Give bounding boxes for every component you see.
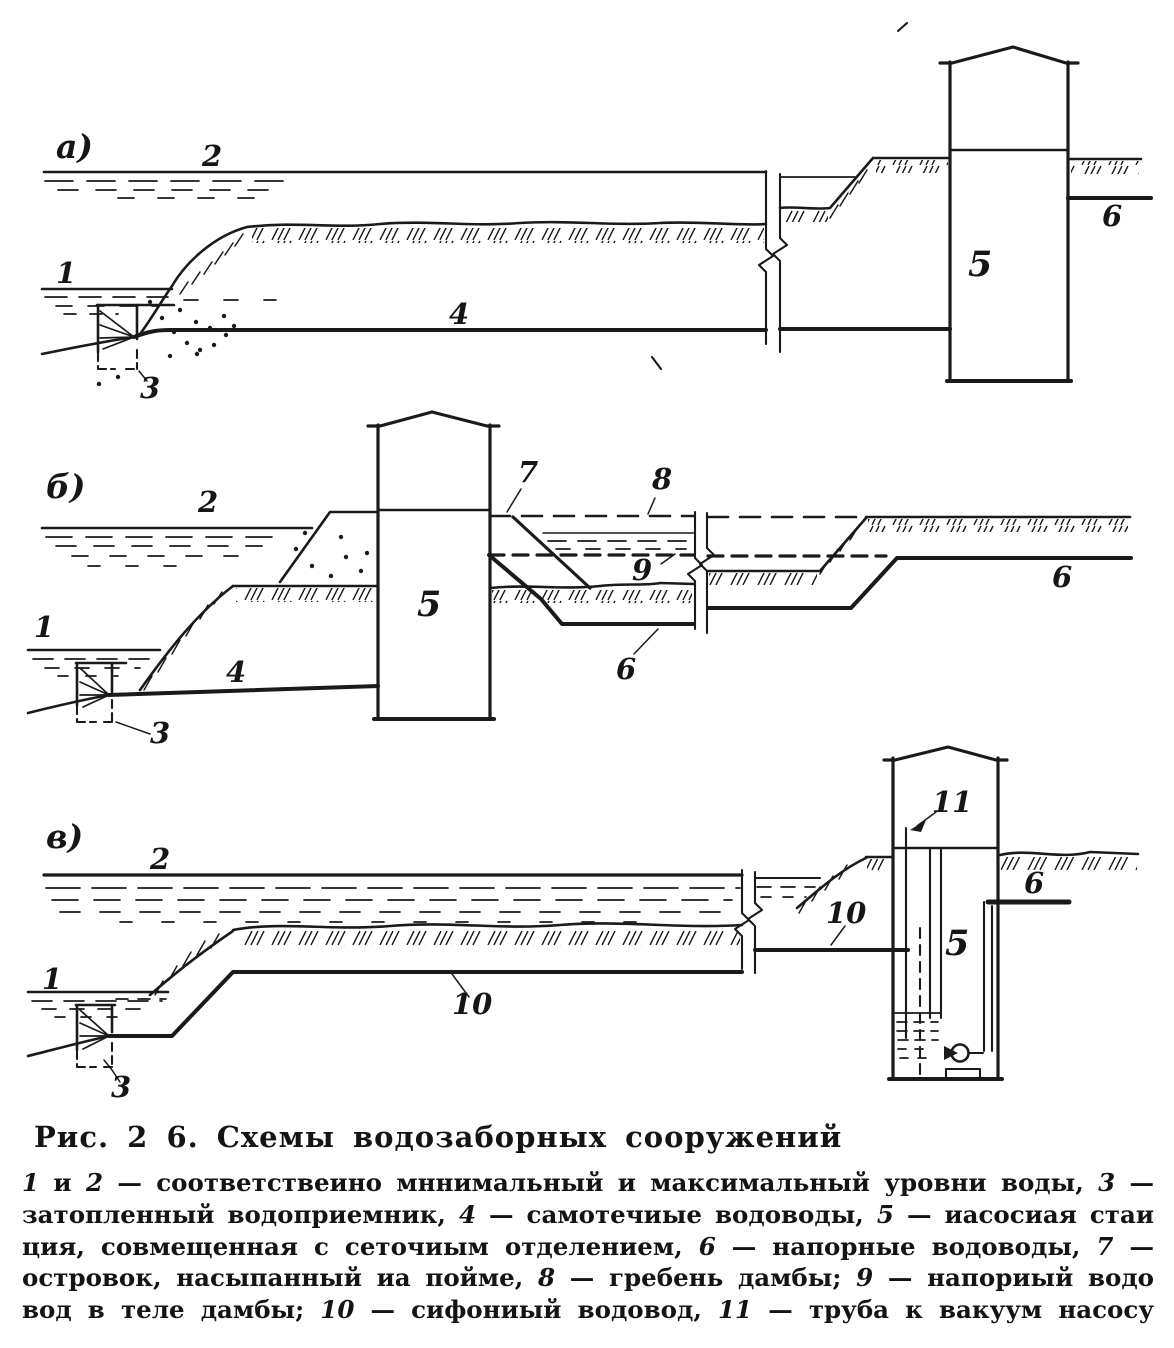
v-shore-line-right [1000,852,1138,855]
b-island-sand-dots [294,531,369,578]
b-pump-station-roof [368,412,499,426]
b-bank-line [140,586,233,690]
v-label-intake: 3 [111,1070,132,1104]
v-pump-arrow-icon [944,1046,958,1060]
b-floodplain-hatching [236,588,376,602]
caption-body [22,1167,1154,1326]
v-intake-grid-icon [80,1010,109,1049]
a-gravity-conduit [134,330,766,337]
v-pump [944,1045,983,1079]
v-interior-pipes [920,849,941,1075]
v-label-pressure-conduit: 6 [1024,866,1045,900]
caption-line: 1 и 2 — соответствеино мннимальный и максимальный уровни воды, 3 — [22,1168,1155,1197]
b-label-conduit-buried: 6 [616,652,637,686]
b-label-island: 7 [518,455,539,489]
b-label-conduit-shore: 6 [1052,560,1073,594]
v-water-dashes [32,887,815,1017]
b-ground-right-hatching [492,590,692,603]
b-label-intake: 3 [150,716,171,750]
a-shore-hatching-left [876,160,948,173]
b-river-bed [28,695,109,713]
diagram-v-tag: в) [46,817,84,856]
b-label-dam-crest: 8 [652,462,673,496]
b-dam-crest-leader [648,498,655,514]
v-shore-hatching-left [867,859,893,871]
b-intake-leader [116,722,150,734]
v-break-symbol [735,870,762,973]
v-label-siphon-left: 10 [452,987,493,1021]
b-intake [28,663,150,734]
a-label-gravity-conduit: 4 [449,297,470,331]
diagram-b [28,412,1131,750]
a-river-bed [42,337,134,354]
v-label-min-level: 1 [42,962,63,996]
b-break-symbol [688,512,714,633]
a-stray-mark-bottom [652,357,661,369]
b-lowland-hatching [709,573,817,585]
a-label-intake: 3 [140,371,161,405]
b-island-leader [507,489,521,512]
diagram-b-tag: б) [46,467,86,506]
a-shore-hatching-right [1071,161,1139,174]
b-label-min-level: 1 [34,610,55,644]
a-terrace-hatching [782,210,828,222]
v-floodplain-hatching [240,931,740,946]
caption-line: островок, насыпанный иа пойме, 8 — гребень дамбы; 9 — напориый водо [22,1263,1154,1293]
v-pump-station-roof [884,747,1007,760]
caption-line: вод в теле дамбы; 10 — сифониый водовод, 11 — труба к вакуум насосу [22,1295,1154,1325]
a-bank-hatching [252,228,764,243]
b-conduit6-leader [634,629,658,654]
b-pressure-conduit-buried [489,555,694,624]
b-island-outline [280,512,378,582]
diagram-a [42,23,1151,405]
caption-title: Рис. 2 6. Схемы водозаборных сооружений [34,1120,843,1154]
v-floodplain-line [233,923,742,930]
caption-line: ция, совмещенная с сеточиым отделением, 6 — напорные водоводы, 7 — [22,1231,1154,1261]
b-label-max-level: 2 [198,485,219,519]
diagram-a-tag: а) [56,127,93,166]
a-intake-grid-icon [100,311,134,349]
v-label-max-level: 2 [150,842,171,876]
a-pump-station [940,47,1078,381]
v-label-siphon-right: 10 [826,896,867,930]
v-river-bed [28,1036,109,1056]
a-break-symbol [759,171,787,352]
a-label-pressure-conduit: 6 [1102,199,1123,233]
figure-caption [22,1120,1154,1326]
b-label-gravity-conduit: 4 [226,655,247,689]
v-shore-hatching-right [1001,857,1137,870]
a-stray-mark-top [898,23,907,31]
v-intake [28,1005,120,1082]
v-label-vacuum-pipe: 11 [932,785,973,819]
b-pump-station [368,412,499,719]
a-label-min-level: 1 [56,256,77,290]
v-vacuum-leader-arrow-icon [910,820,926,832]
b-island-right-slope [513,517,590,588]
b-label-pump-station: 5 [417,584,442,625]
b-pool-dashes [548,541,690,549]
v-label-pump-station: 5 [945,923,970,964]
a-label-pump-station: 5 [968,244,993,285]
b-label-dam-body-conduit: 9 [632,553,653,587]
b-shore-hatching [868,519,1128,532]
a-label-max-level: 2 [202,139,223,173]
a-intake [42,305,174,381]
a-pump-station-roof [940,47,1078,63]
v-sump-water [895,1013,940,1058]
caption-line: затопленный водоприемник, 4 — самотечиые водоводы, 5 — иасосиая стаи [22,1199,1155,1229]
diagram-v [28,747,1138,1104]
v-siphon-conduit [109,972,742,1036]
